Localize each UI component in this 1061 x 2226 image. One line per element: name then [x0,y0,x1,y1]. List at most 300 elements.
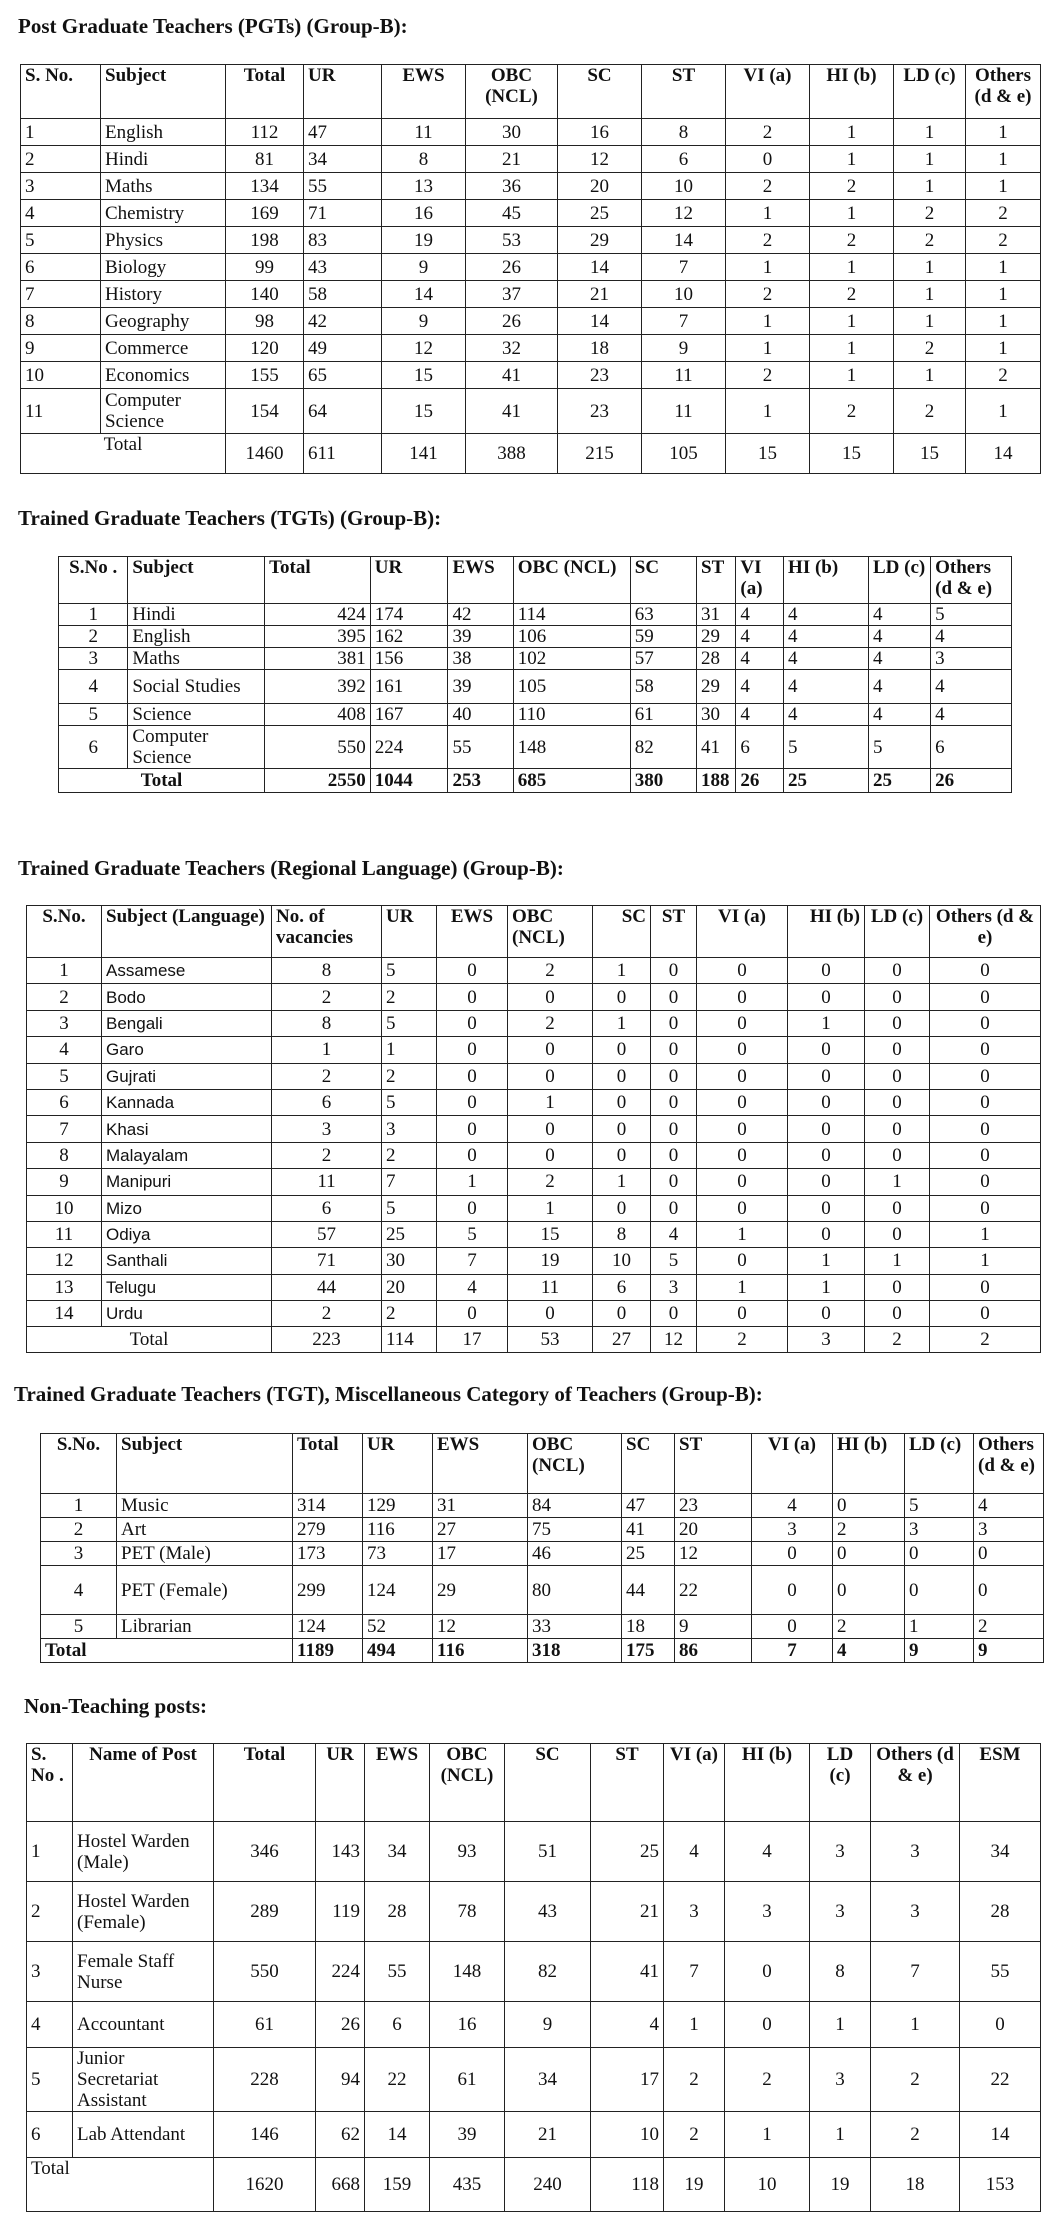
nonteaching-cell: 1 [664,2002,725,2048]
nonteaching-cell: 16 [430,2002,505,2048]
pgt-col-header: Others (d & e) [966,65,1041,119]
tgt-cell: 114 [513,604,630,626]
pgt-cell: 169 [226,200,304,227]
tgt-cell: 4 [784,604,869,626]
regional-cell: 0 [437,1301,508,1327]
regional-cell: 0 [593,1142,651,1168]
regional-table-row [27,1274,1041,1300]
pgt-cell: 8 [382,146,466,173]
tgt-cell: 59 [630,626,696,648]
regional-cell: 5 [437,1221,508,1247]
pgt-table-row [21,254,1041,281]
nonteaching-cell: 148 [430,1942,505,2002]
regional-cell: 1 [27,958,102,984]
regional-cell: 0 [788,1089,865,1115]
tgt-cell: 4 [868,704,930,726]
pgt-col-header: EWS [382,65,466,119]
tgt-cell: 174 [370,604,448,626]
pgt-cell: 2 [966,362,1041,389]
pgt-cell: 10 [21,362,101,389]
regional-cell: 5 [382,1195,437,1221]
regional-cell: 0 [651,1010,697,1036]
pgt-cell: 47 [304,119,382,146]
nonteaching-col-header: Total [214,1744,316,1822]
pgt-cell: 2 [726,173,810,200]
nonteaching-table [26,1743,1041,2212]
pgt-cell: 71 [304,200,382,227]
pgt-cell: 25 [558,200,642,227]
regional-cell: 10 [27,1195,102,1221]
tgt-cell: Science [128,704,265,726]
misc-table-row [41,1542,1044,1566]
pgt-cell: 12 [642,200,726,227]
pgt-cell: 4 [21,200,101,227]
regional-total-cell: 2 [930,1327,1041,1353]
pgt-cell: 1 [726,389,810,434]
nonteaching-total-cell: 10 [725,2158,810,2212]
regional-cell: 0 [697,1142,788,1168]
misc-total-cell: 86 [675,1639,752,1663]
pgt-cell: 1 [966,335,1041,362]
tgt-total-cell: 380 [630,769,696,793]
pgt-cell: 1 [810,362,894,389]
nonteaching-cell: 0 [960,2002,1041,2048]
tgt-table-row [59,604,1012,626]
pgt-cell: 26 [466,254,558,281]
misc-cell: 116 [363,1518,433,1542]
misc-cell: 18 [622,1615,675,1639]
regional-cell: Malayalam [102,1142,272,1168]
regional-cell: 0 [788,1169,865,1195]
nonteaching-cell: Lab Attendant [73,2112,214,2158]
pgt-cell: 2 [966,200,1041,227]
nonteaching-cell: 26 [316,2002,365,2048]
tgt-table-row [59,704,1012,726]
tgt-cell: 41 [697,726,736,769]
regional-cell: 4 [27,1037,102,1063]
regional-cell: 1 [788,1010,865,1036]
regional-cell: Bodo [102,984,272,1010]
tgt-total-cell: 26 [931,769,1012,793]
pgt-cell: 7 [642,308,726,335]
tgt-col-header: EWS [448,557,513,604]
pgt-cell: 18 [558,335,642,362]
regional-cell: 6 [593,1274,651,1300]
misc-col-header: S.No. [41,1434,117,1494]
tgt-total-cell: 1044 [370,769,448,793]
regional-cell: 5 [382,1010,437,1036]
tgt-cell: 4 [736,704,784,726]
regional-cell: Kannada [102,1089,272,1115]
regional-cell: 5 [651,1248,697,1274]
regional-cell: 1 [437,1169,508,1195]
pgt-col-header: Total [226,65,304,119]
pgt-cell: 14 [558,308,642,335]
regional-col-header: Subject (Language) [102,906,272,958]
regional-table [26,905,1041,1353]
pgt-cell: Geography [101,308,226,335]
tgt-cell: 31 [697,604,736,626]
regional-cell: 13 [27,1274,102,1300]
regional-cell: 20 [382,1274,437,1300]
tgt-total-cell: 2550 [265,769,371,793]
pgt-cell: 1 [894,281,966,308]
tgt-cell: 63 [630,604,696,626]
regional-cell: 1 [272,1037,382,1063]
pgt-cell: 198 [226,227,304,254]
tgt-heading: Trained Graduate Teachers (TGTs) (Group-B): [18,506,442,530]
pgt-cell: 45 [466,200,558,227]
regional-cell: 0 [508,1301,593,1327]
nonteaching-total-cell: 159 [365,2158,430,2212]
regional-cell: 5 [382,1089,437,1115]
nonteaching-cell: 94 [316,2048,365,2112]
nonteaching-cell: 21 [591,1882,664,1942]
tgt-cell: 55 [448,726,513,769]
nonteaching-cell: 1 [27,1822,73,1882]
pgt-cell: 1 [894,362,966,389]
pgt-cell: 55 [304,173,382,200]
misc-cell: 0 [974,1566,1044,1615]
pgt-cell: 2 [810,173,894,200]
misc-cell: 299 [293,1566,363,1615]
nonteaching-cell: 34 [505,2048,591,2112]
tgt-cell: 4 [868,626,930,648]
nonteaching-cell: 2 [725,2048,810,2112]
tgt-cell: 4 [784,670,869,704]
nonteaching-cell: Accountant [73,2002,214,2048]
tgt-cell: 167 [370,704,448,726]
pgt-cell: 65 [304,362,382,389]
regional-col-header: LD (c) [865,906,930,958]
pgt-cell: 2 [894,200,966,227]
pgt-cell: 9 [382,254,466,281]
pgt-cell: 9 [21,335,101,362]
tgt-cell: 6 [59,726,128,769]
pgt-total-cell: 14 [966,434,1041,474]
misc-col-header: VI (a) [752,1434,833,1494]
pgt-cell: 98 [226,308,304,335]
pgt-cell: 42 [304,308,382,335]
regional-cell: 0 [651,1195,697,1221]
misc-cell: 173 [293,1542,363,1566]
tgt-cell: 38 [448,648,513,670]
pgt-cell: 15 [382,362,466,389]
nonteaching-total-cell: 19 [810,2158,871,2212]
tgt-total-cell: 253 [448,769,513,793]
misc-cell: Music [117,1494,293,1518]
regional-cell: 11 [27,1221,102,1247]
pgt-total-cell: 15 [810,434,894,474]
nonteaching-cell: 1 [871,2002,960,2048]
nonteaching-cell: Junior Secretariat Assistant [73,2048,214,2112]
regional-cell: 2 [272,1063,382,1089]
tgt-table-row [59,726,1012,769]
misc-cell: 23 [675,1494,752,1518]
regional-heading: Trained Graduate Teachers (Regional Language) (Group-B): [18,856,564,880]
nonteaching-cell: 550 [214,1942,316,2002]
nonteaching-cell: 55 [365,1942,430,2002]
regional-cell: 10 [593,1248,651,1274]
pgt-cell: 34 [304,146,382,173]
regional-cell: Assamese [102,958,272,984]
regional-cell: 0 [697,984,788,1010]
nonteaching-total-cell: 668 [316,2158,365,2212]
tgt-cell: 5 [868,726,930,769]
pgt-col-header: Subject [101,65,226,119]
regional-cell: 6 [272,1089,382,1115]
nonteaching-cell: 78 [430,1882,505,1942]
nonteaching-cell: 1 [810,2002,871,2048]
regional-cell: 2 [382,1063,437,1089]
tgt-cell: Social Studies [128,670,265,704]
regional-cell: 0 [930,1142,1041,1168]
tgt-cell: 4 [736,670,784,704]
nonteaching-cell: 82 [505,1942,591,2002]
nonteaching-cell: 6 [365,2002,430,2048]
nonteaching-cell: 2 [664,2048,725,2112]
nonteaching-cell: 6 [27,2112,73,2158]
pgt-total-cell: 15 [894,434,966,474]
tgt-total-row [59,769,1012,793]
misc-col-header: EWS [433,1434,528,1494]
pgt-cell: 11 [642,389,726,434]
pgt-cell: 12 [382,335,466,362]
tgt-col-header: HI (b) [784,557,869,604]
regional-total-cell: 27 [593,1327,651,1353]
pgt-cell: 112 [226,119,304,146]
misc-cell: 0 [752,1615,833,1639]
pgt-cell: 8 [21,308,101,335]
pgt-heading: Post Graduate Teachers (PGTs) (Group-B): [18,14,408,38]
regional-cell: 6 [27,1089,102,1115]
tgt-cell: 105 [513,670,630,704]
pgt-cell: Computer Science [101,389,226,434]
pgt-cell: 2 [726,119,810,146]
regional-cell: 0 [508,1037,593,1063]
misc-cell: 52 [363,1615,433,1639]
misc-total-cell: 1189 [293,1639,363,1663]
nonteaching-table-row [27,1942,1041,2002]
misc-cell: 0 [752,1542,833,1566]
tgt-cell: 1 [59,604,128,626]
pgt-cell: 134 [226,173,304,200]
regional-cell: 0 [697,1037,788,1063]
tgt-cell: 40 [448,704,513,726]
regional-cell: 0 [865,958,930,984]
regional-cell: 0 [788,958,865,984]
pgt-cell: 53 [466,227,558,254]
regional-table-row [27,1195,1041,1221]
nonteaching-cell: 0 [725,1942,810,2002]
misc-cell: 27 [433,1518,528,1542]
tgt-cell: Maths [128,648,265,670]
misc-cell: 73 [363,1542,433,1566]
regional-cell: 8 [272,1010,382,1036]
regional-cell: 11 [272,1169,382,1195]
tgt-cell: 39 [448,626,513,648]
tgt-cell: 4 [59,670,128,704]
pgt-cell: 11 [21,389,101,434]
tgt-total-cell: 188 [697,769,736,793]
misc-cell: 2 [41,1518,117,1542]
pgt-table-row [21,200,1041,227]
tgt-cell: 29 [697,670,736,704]
pgt-cell: 49 [304,335,382,362]
pgt-total-cell: 611 [304,434,382,474]
pgt-cell: 1 [966,146,1041,173]
pgt-cell: 6 [21,254,101,281]
pgt-col-header: S. No. [21,65,101,119]
nonteaching-cell: 41 [591,1942,664,2002]
nonteaching-total-cell: 118 [591,2158,664,2212]
regional-cell: 0 [865,1037,930,1063]
regional-cell: 0 [437,1037,508,1063]
regional-cell: 0 [437,1142,508,1168]
nonteaching-total-cell: 18 [871,2158,960,2212]
pgt-cell: 30 [466,119,558,146]
nonteaching-cell: 4 [591,2002,664,2048]
regional-cell: Santhali [102,1248,272,1274]
tgt-total-cell: 685 [513,769,630,793]
pgt-total-label: Total [21,434,226,474]
tgt-cell: Hindi [128,604,265,626]
pgt-cell: 0 [726,146,810,173]
tgt-cell: 39 [448,670,513,704]
nonteaching-cell: 119 [316,1882,365,1942]
pgt-table-row [21,173,1041,200]
nonteaching-total-label: Total [27,2158,214,2212]
tgt-cell: 5 [784,726,869,769]
nonteaching-col-header: ESM [960,1744,1041,1822]
pgt-cell: 21 [466,146,558,173]
pgt-cell: 21 [558,281,642,308]
pgt-cell: 1 [21,119,101,146]
regional-cell: 0 [651,1089,697,1115]
misc-cell: 279 [293,1518,363,1542]
regional-cell: 7 [382,1169,437,1195]
pgt-cell: 81 [226,146,304,173]
tgt-cell: 4 [931,670,1012,704]
regional-cell: 0 [930,1063,1041,1089]
regional-cell: 0 [788,1116,865,1142]
nonteaching-cell: 14 [365,2112,430,2158]
nonteaching-header-row [27,1744,1041,1822]
misc-cell: 5 [905,1494,974,1518]
pgt-col-header: LD (c) [894,65,966,119]
pgt-cell: 2 [894,335,966,362]
misc-cell: PET (Male) [117,1542,293,1566]
pgt-cell: 14 [558,254,642,281]
misc-total-cell: 175 [622,1639,675,1663]
misc-cell: 44 [622,1566,675,1615]
misc-cell: PET (Female) [117,1566,293,1615]
regional-table-row [27,1037,1041,1063]
nonteaching-cell: 61 [214,2002,316,2048]
regional-cell: 1 [788,1248,865,1274]
misc-col-header: LD (c) [905,1434,974,1494]
regional-cell: 30 [382,1248,437,1274]
tgt-cell: 110 [513,704,630,726]
regional-cell: 12 [27,1248,102,1274]
regional-total-cell: 2 [865,1327,930,1353]
regional-col-header: Others (d & e) [930,906,1041,958]
nonteaching-cell: 4 [27,2002,73,2048]
nonteaching-cell: 1 [810,2112,871,2158]
regional-cell: 0 [651,1169,697,1195]
tgt-cell: 161 [370,670,448,704]
regional-cell: 19 [508,1248,593,1274]
misc-cell: 2 [974,1615,1044,1639]
pgt-cell: 15 [382,389,466,434]
regional-cell: 0 [865,984,930,1010]
tgt-cell: 5 [59,704,128,726]
tgt-total-cell: 25 [784,769,869,793]
regional-col-header: ST [651,906,697,958]
nonteaching-cell: 2 [871,2048,960,2112]
pgt-cell: 32 [466,335,558,362]
pgt-cell: 1 [894,146,966,173]
regional-cell: 0 [697,1063,788,1089]
misc-total-cell: 318 [528,1639,622,1663]
pgt-cell: 2 [810,389,894,434]
regional-cell: 0 [508,984,593,1010]
regional-cell: 0 [593,1063,651,1089]
pgt-cell: 1 [966,389,1041,434]
regional-cell: 1 [508,1089,593,1115]
regional-cell: 0 [651,984,697,1010]
regional-cell: Urdu [102,1301,272,1327]
misc-cell: 3 [752,1518,833,1542]
regional-cell: Manipuri [102,1169,272,1195]
regional-cell: 0 [865,1301,930,1327]
regional-cell: Bengali [102,1010,272,1036]
misc-cell: 3 [905,1518,974,1542]
misc-cell: 4 [752,1494,833,1518]
regional-cell: 0 [593,984,651,1010]
nonteaching-cell: 346 [214,1822,316,1882]
regional-cell: 4 [437,1274,508,1300]
pgt-cell: 14 [642,227,726,254]
regional-cell: 0 [697,1169,788,1195]
regional-cell: 0 [697,1248,788,1274]
regional-table-row [27,1169,1041,1195]
tgt-total-cell: 26 [736,769,784,793]
misc-cell: 0 [974,1542,1044,1566]
tgt-cell: 4 [931,626,1012,648]
pgt-cell: 1 [894,254,966,281]
regional-cell: 2 [272,1142,382,1168]
pgt-table-row [21,146,1041,173]
regional-cell: 8 [593,1221,651,1247]
pgt-cell: 12 [558,146,642,173]
nonteaching-cell: 143 [316,1822,365,1882]
tgt-table-row [59,626,1012,648]
regional-col-header: SC [593,906,651,958]
misc-table [40,1433,1044,1663]
pgt-col-header: HI (b) [810,65,894,119]
regional-cell: 0 [930,1037,1041,1063]
regional-total-cell: 12 [651,1327,697,1353]
regional-cell: 1 [930,1221,1041,1247]
tgt-cell: 381 [265,648,371,670]
misc-cell: 3 [41,1542,117,1566]
regional-cell: 0 [930,1116,1041,1142]
regional-cell: 0 [788,1221,865,1247]
nonteaching-col-header: SC [505,1744,591,1822]
misc-cell: Librarian [117,1615,293,1639]
tgt-cell: 5 [931,604,1012,626]
